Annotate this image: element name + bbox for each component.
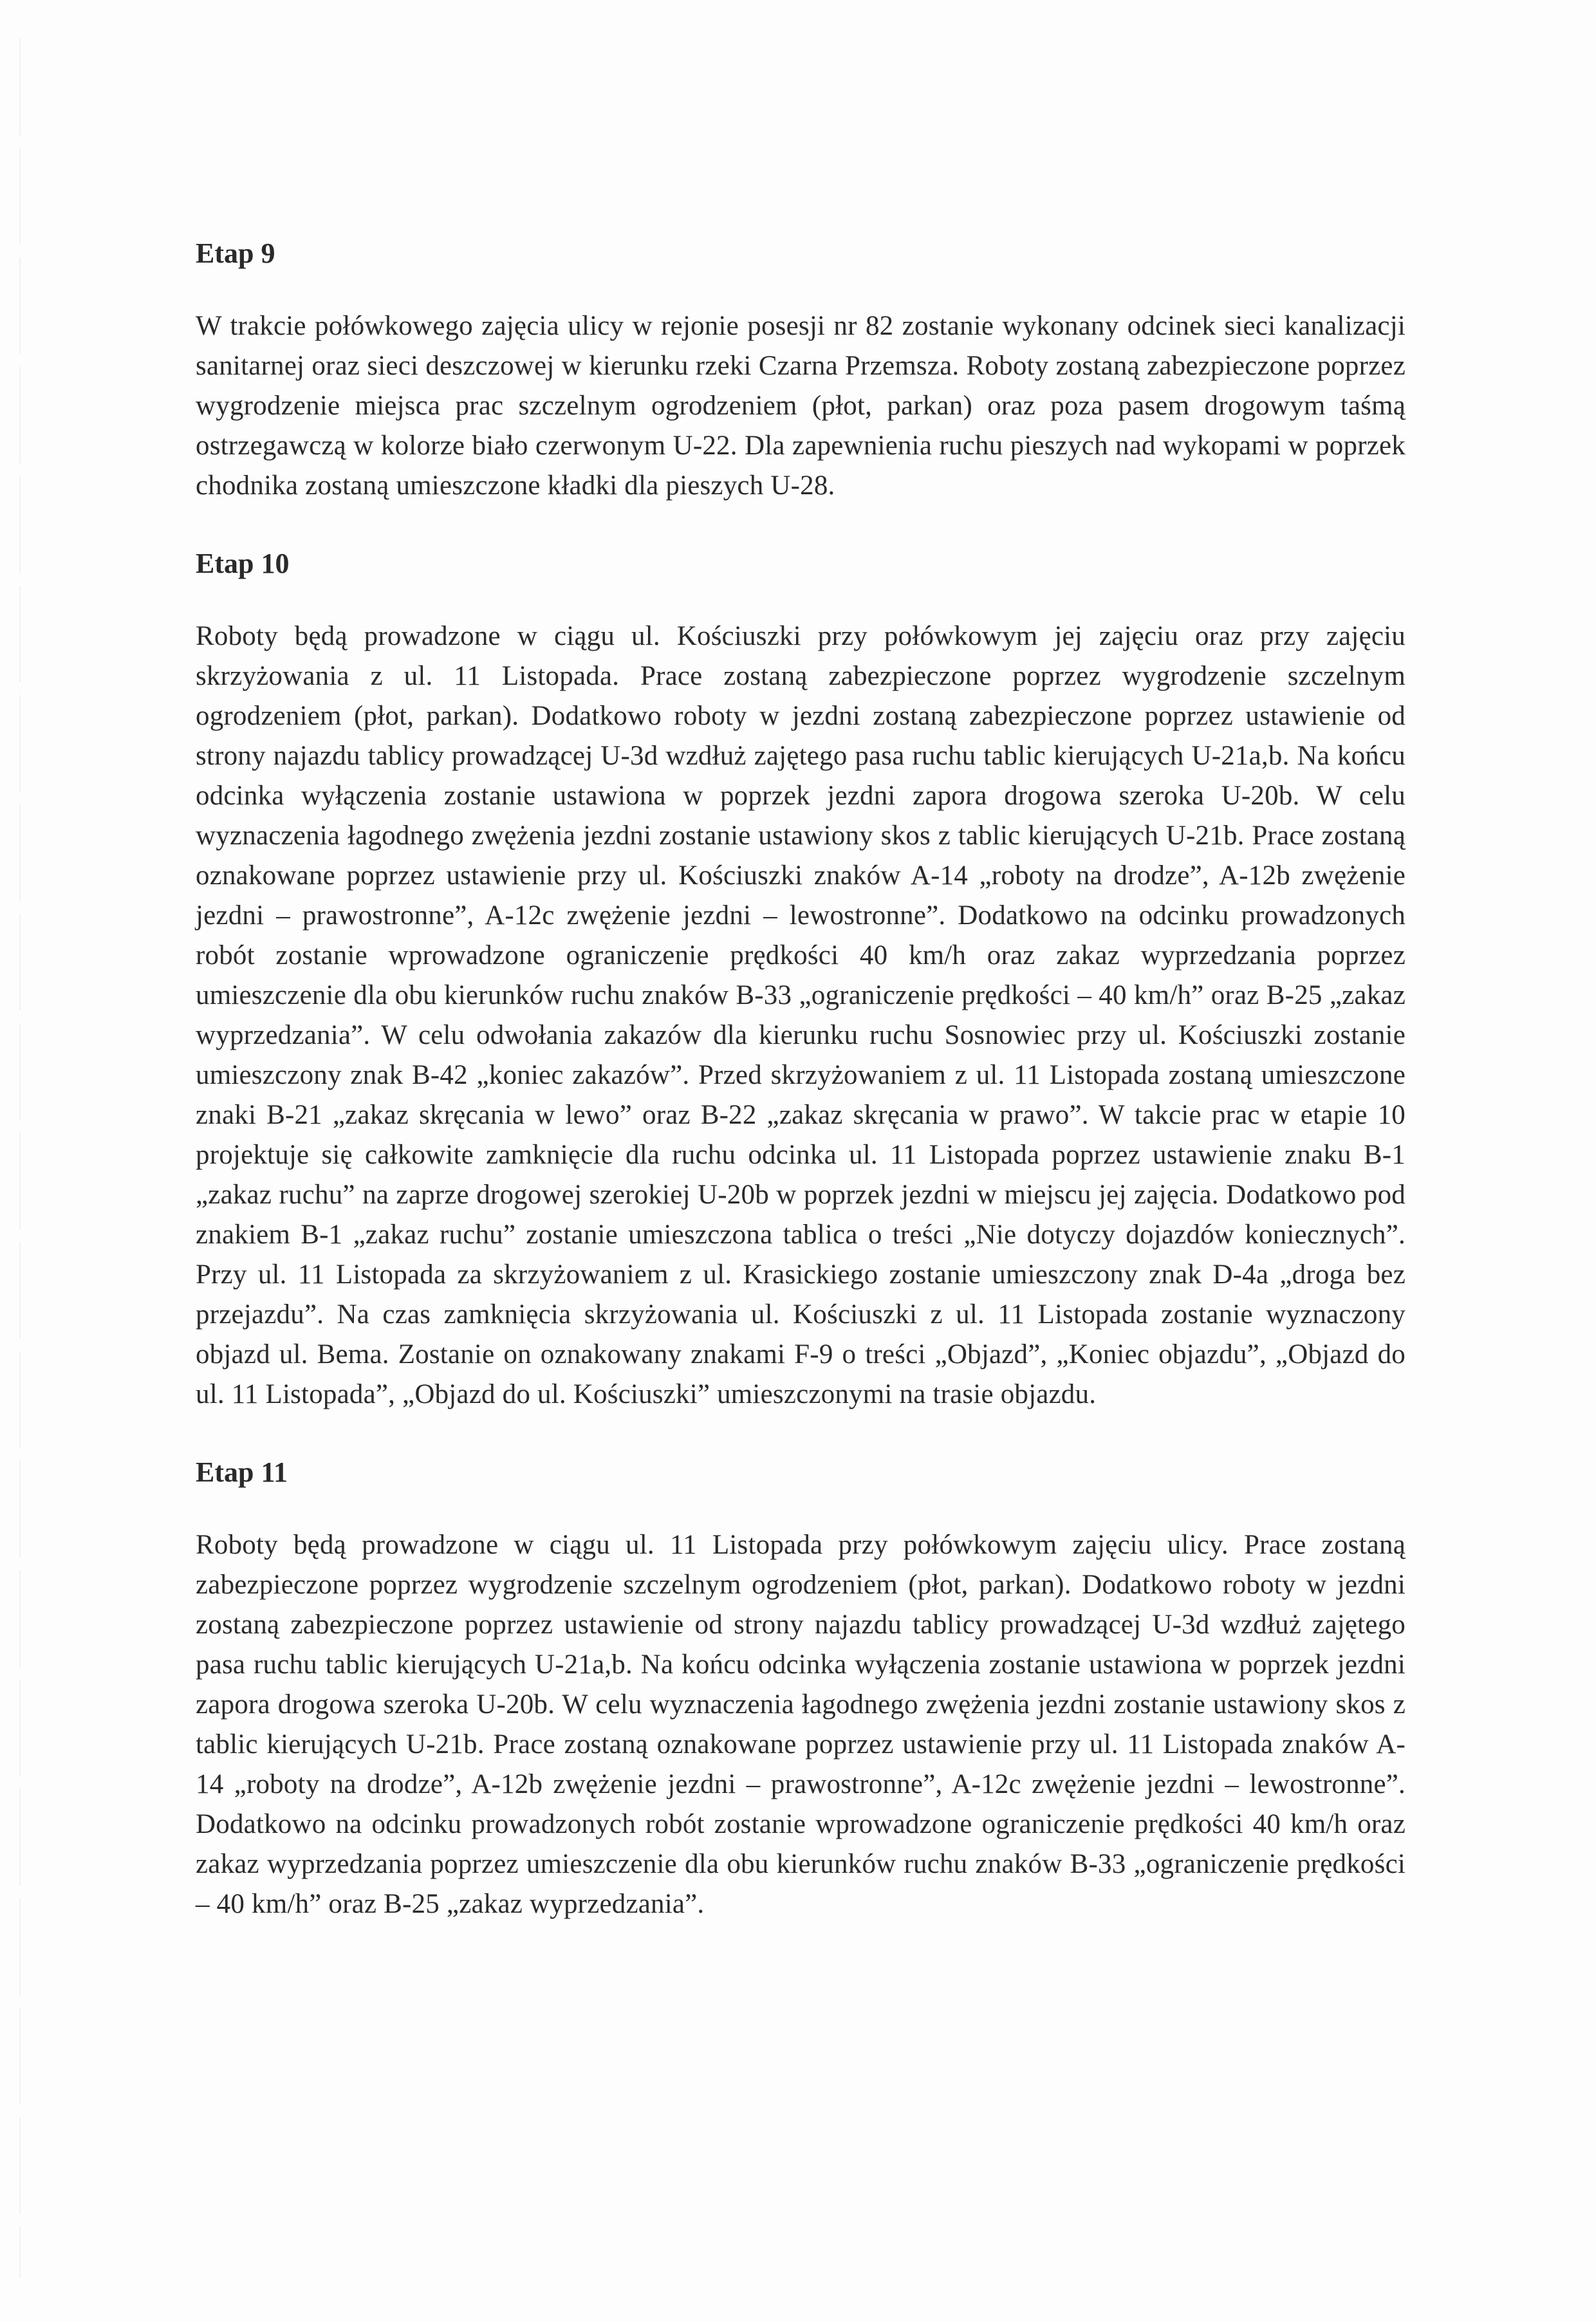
document-content [196,234,1406,1924]
section-etap-10 [196,544,1406,1415]
section-heading: Etap 10 [196,548,290,579]
section-etap-9 [196,234,1406,506]
section-paragraph: Roboty będą prowadzone w ciągu ul. 11 Listopada przy połówkowym zajęciu ulicy. Prace zostaną zabezpieczone poprzez wygrodzenie szczelnym ogrodzeniem (płot, parkan). Dodatkowo roboty w jezdni zostaną zabezpieczone poprzez ustawienie od strony najazdu tablicy prowadzącej U-3d wzdłuż zajętego pasa ruchu tablic kierujących U-21a,b. Na końcu odcinka wyłączenia zostanie ustawiona w poprzek jezdni zapora drogowa szeroka U-20b. W celu wyznaczenia łagodnego zwężenia jezdni zostanie ustawiony skos z tablic kierujących U-21b. Prace zostaną oznakowane poprzez ustawienie przy ul. 11 Listopada znaków A-14 „roboty na drodze”, A-12b zwężenie jezdni – prawostronne”, A-12c zwężenie jezdni – lewostronne”. Dodatkowo na odcinku prowadzonych robót zostanie wprowadzone ograniczenie prędkości 40 km/h oraz zakaz wyprzedzania poprzez umieszczenie dla obu kierunków ruchu znaków B-33 „ograniczenie prędkości – 40 km/h” oraz B-25 „zakaz wyprzedzania”. [196,1530,1406,1919]
section-paragraph: Roboty będą prowadzone w ciągu ul. Kościuszki przy połówkowym jej zajęciu oraz przy zajęciu skrzyżowania z ul. 11 Listopada. Prace zostaną zabezpieczone poprzez wygrodzenie szczelnym ogrodzeniem (płot, parkan). Dodatkowo roboty w jezdni zostaną zabezpieczone poprzez ustawienie od strony najazdu tablicy prowadzącej U-3d wzdłuż zajętego pasa ruchu tablic kierujących U-21a,b. Na końcu odcinka wyłączenia zostanie ustawiona w poprzek jezdni zapora drogowa szeroka U-20b. W celu wyznaczenia łagodnego zwężenia jezdni zostanie ustawiony skos z tablic kierujących U-21b. Prace zostaną oznakowane poprzez ustawienie przy ul. Kościuszki znaków A-14 „roboty na drodze”, A-12b zwężenie jezdni – prawostronne”, A-12c zwężenie jezdni – lewostronne”. Dodatkowo na odcinku prowadzonych robót zostanie wprowadzone ograniczenie prędkości 40 km/h oraz zakaz wyprzedzania poprzez umieszczenie dla obu kierunków ruchu znaków B-33 „ograniczenie prędkości – 40 km/h” oraz B-25 „zakaz wyprzedzania”. W celu odwołania zakazów dla kierunku ruchu Sosnowiec przy ul. Kościuszki zostanie umieszczony znak B-42 „koniec zakazów”. Przed skrzyżowaniem z ul. 11 Listopada zostaną umieszczone znaki B-21 „zakaz skręcania w lewo” oraz B-22 „zakaz skręcania w prawo”. W takcie prac w etapie 10 projektuje się całkowite zamknięcie dla ruchu odcinka ul. 11 Listopada poprzez ustawienie znaku B-1 „zakaz ruchu” na zaprze drogowej szerokiej U-20b w poprzek jezdni w miejscu jej zajęcia. Dodatkowo pod znakiem B-1 „zakaz ruchu” zostanie umieszczona tablica o treści „Nie dotyczy dojazdów koniecznych”. Przy ul. 11 Listopada za skrzyżowaniem z ul. Krasickiego zostanie umieszczony znak D-4a „droga bez przejazdu”. Na czas zamknięcia skrzyżowania ul. Kościuszki z ul. 11 Listopada zostanie wyznaczony objazd ul. Bema. Zostanie on oznakowany znakami F-9 o treści „Objazd”, „Koniec objazdu”, „Objazd do ul. 11 Listopada”, „Objazd do ul. Kościuszki” umieszczonymi na trasie objazdu. [196,621,1406,1409]
section-heading: Etap 9 [196,237,275,269]
section-heading: Etap 11 [196,1456,288,1488]
section-paragraph: W trakcie połówkowego zajęcia ulicy w rejonie posesji nr 82 zostanie wykonany odcinek sieci kanalizacji sanitarnej oraz sieci deszczowej w kierunku rzeki Czarna Przemsza. Roboty zostaną zabezpieczone poprzez wygrodzenie miejsca prac szczelnym ogrodzeniem (płot, parkan) oraz poza pasem drogowym taśmą ostrzegawczą w kolorze biało czerwonym U-22. Dla zapewnienia ruchu pieszych nad wykopami w poprzek chodnika zostaną umieszczone kładki dla pieszych U-28. [196,311,1406,501]
section-etap-11 [196,1453,1406,1924]
scan-edge-artifact [19,39,21,2278]
